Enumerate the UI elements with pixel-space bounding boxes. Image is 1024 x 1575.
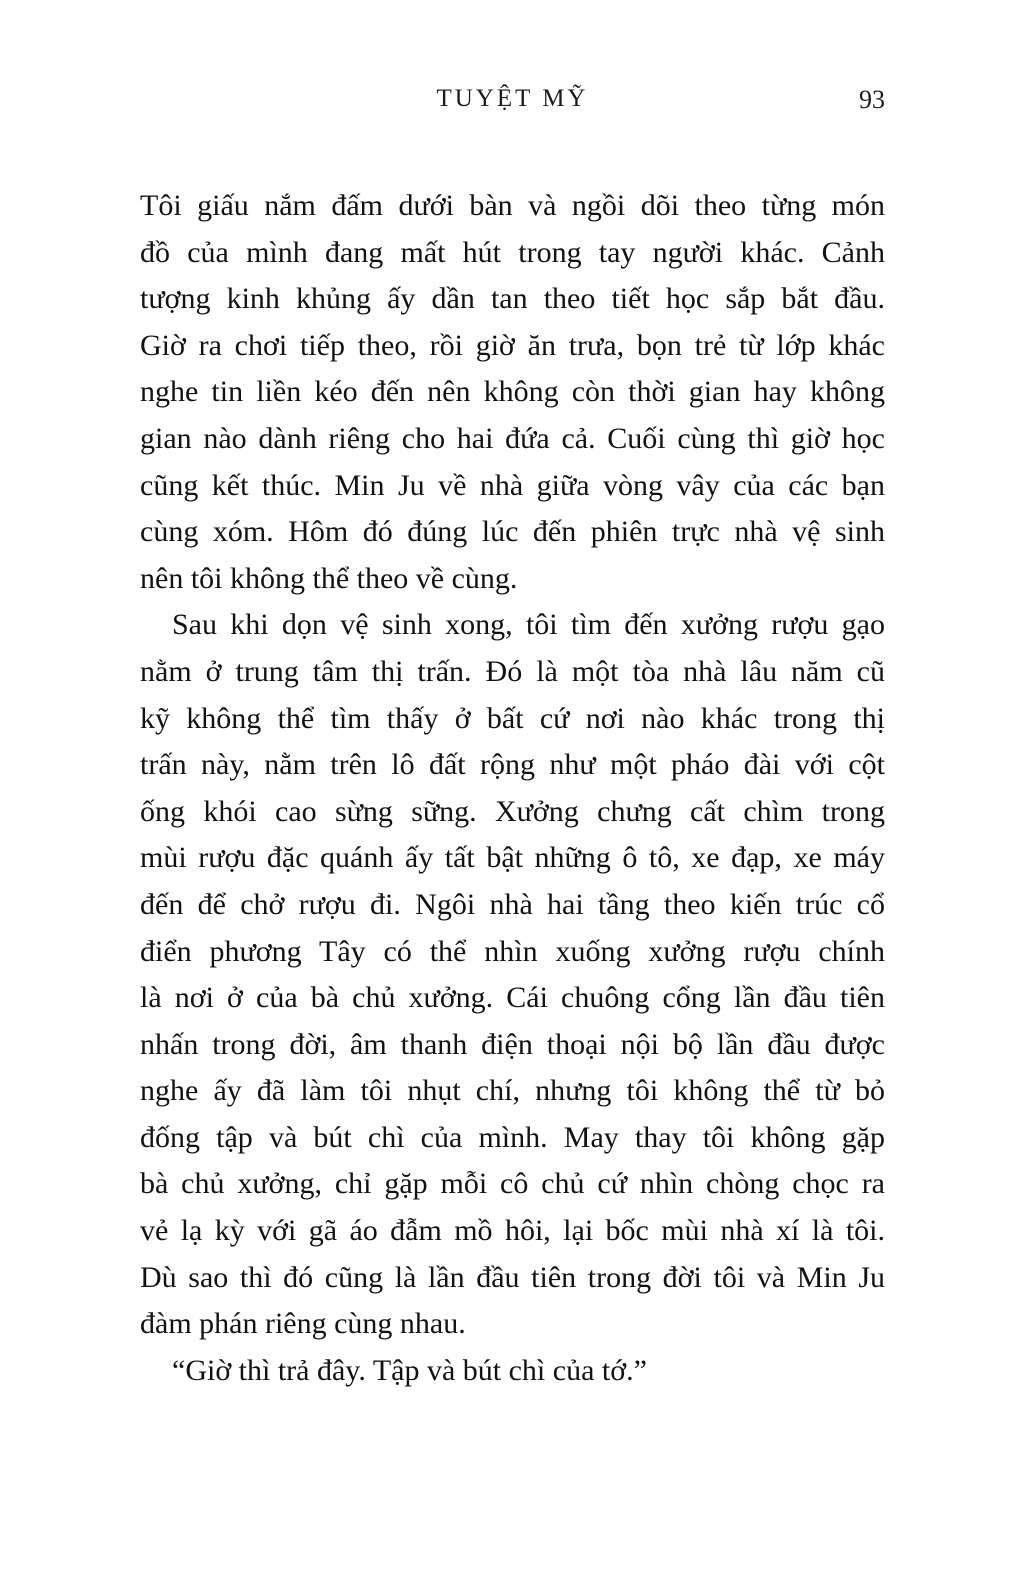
text-line: nhấn trong đời, âm thanh điện thoại nội bộ lần đầu được — [140, 1027, 885, 1061]
text-line: điển phương Tây có thể nhìn xuống xưởng rượu chính — [140, 934, 885, 968]
text-line: “Giờ thì trả đây. Tập và bút chì của tớ.” — [172, 1353, 647, 1387]
text-line: là nơi ở của bà chủ xưởng. Cái chuông cổng lần đầu tiên — [140, 981, 885, 1015]
text-line: kỹ không thể tìm thấy ở bất cứ nơi nào khác trong thị — [140, 701, 885, 735]
text-line: bà chủ xưởng, chỉ gặp mỗi cô chủ cứ nhìn chòng chọc ra — [140, 1167, 885, 1201]
text-line: trấn này, nằm trên lô đất rộng như một pháo đài với cột — [140, 748, 885, 782]
text-line: Giờ ra chơi tiếp theo, rồi giờ ăn trưa, bọn trẻ từ lớp khác — [140, 328, 885, 362]
text-line: Tôi giấu nắm đấm dưới bàn và ngồi dõi theo từng món — [140, 189, 885, 222]
text-line: cùng xóm. Hôm đó đúng lúc đến phiên trực nhà vệ sinh — [140, 515, 885, 549]
running-head — [140, 85, 885, 119]
text-line: đến để chở rượu đi. Ngôi nhà hai tầng theo kiến trúc cổ — [140, 887, 885, 921]
text-line: nằm ở trung tâm thị trấn. Đó là một tòa nhà lâu năm cũ — [140, 654, 885, 688]
text-line: cũng kết thúc. Min Ju về nhà giữa vòng vây của các bạn — [140, 468, 885, 502]
text-line: ống khói cao sừng sững. Xưởng chưng cất chìm trong — [140, 794, 885, 828]
text-line: nghe tin liền kéo đến nên không còn thời gian hay không — [140, 375, 885, 409]
text-line: vẻ lạ kỳ với gã áo đẫm mồ hôi, lại bốc mùi nhà xí là tôi. — [140, 1214, 885, 1248]
text-line: đàm phán riêng cùng nhau. — [140, 1307, 466, 1341]
text-line: tượng kinh khủng ấy dần tan theo tiết học sắp bắt đầu. — [140, 282, 885, 316]
text-line: mùi rượu đặc quánh ấy tất bật những ô tô, xe đạp, xe máy — [140, 841, 885, 875]
text-line: nghe ấy đã làm tôi nhụt chí, nhưng tôi không thể từ bỏ — [140, 1074, 885, 1108]
text-line: nên tôi không thể theo về cùng. — [140, 561, 518, 595]
running-title: TUYỆT MỸ — [436, 85, 589, 112]
text-line: Sau khi dọn vệ sinh xong, tôi tìm đến xưởng rượu gạo — [172, 608, 885, 642]
text-line: gian nào dành riêng cho hai đứa cả. Cuối cùng thì giờ học — [140, 421, 885, 455]
page-body — [140, 183, 885, 1394]
text-line: đồ của mình đang mất hút trong tay người khác. Cảnh — [140, 235, 885, 269]
text-line: Dù sao thì đó cũng là lần đầu tiên trong đời tôi và Min Ju — [140, 1260, 885, 1294]
text-line: đống tập và bút chì của mình. May thay tôi không gặp — [140, 1120, 885, 1154]
page-number: 93 — [859, 85, 885, 114]
